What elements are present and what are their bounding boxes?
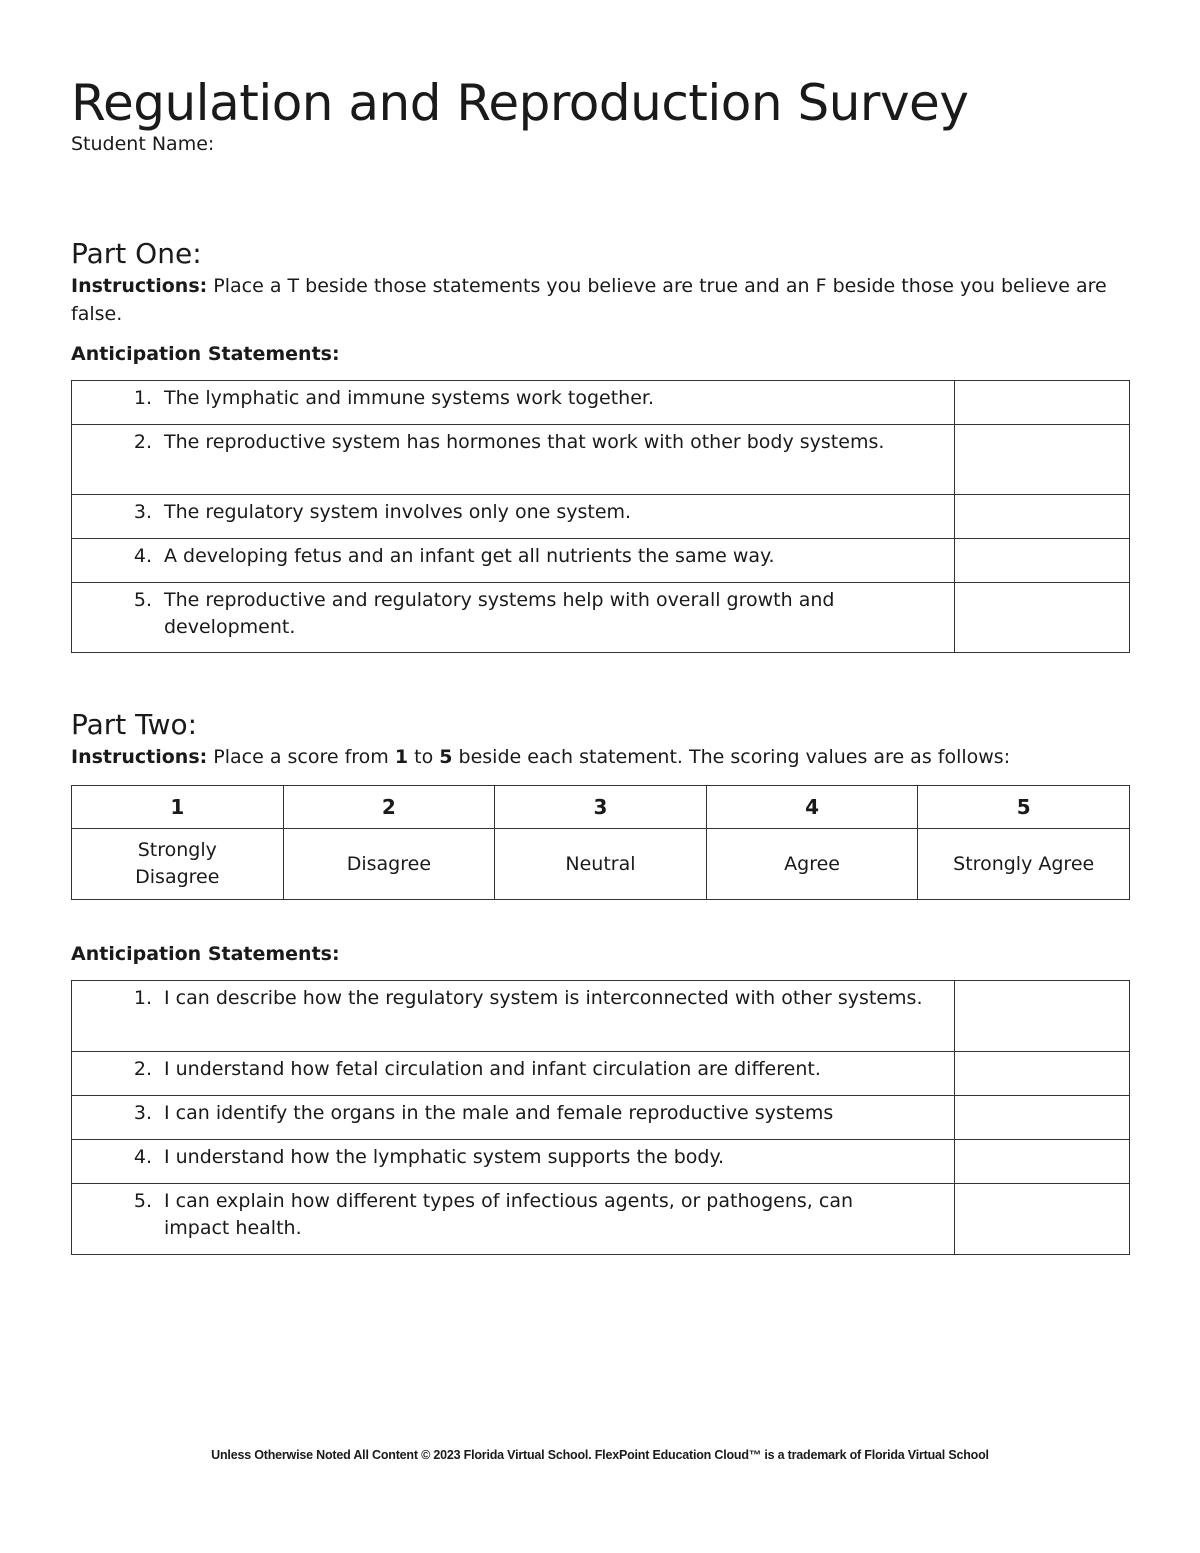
statement-text: I can explain how different types of infectious agents, or pathogens, can impact health. [164, 1190, 854, 1239]
answer-cell[interactable] [955, 425, 1130, 495]
answer-cell[interactable] [955, 1052, 1130, 1096]
scoring-scale-table [71, 785, 1130, 900]
part-one-instructions [71, 272, 1130, 328]
scale-label: Strongly Agree [918, 829, 1130, 900]
statement-number: 5. [133, 589, 152, 611]
table-row [72, 425, 1130, 495]
answer-cell[interactable] [955, 583, 1130, 653]
scale-label: Strongly Disagree [72, 829, 284, 900]
answer-cell[interactable] [955, 1140, 1130, 1184]
part-one-statements-table [71, 380, 1130, 653]
part-two-section [71, 707, 1130, 1255]
scale-score: 2 [283, 786, 495, 829]
scale-label-row [72, 829, 1130, 900]
answer-cell[interactable] [955, 495, 1130, 539]
statement-number: 1. [133, 987, 152, 1009]
scale-score: 3 [495, 786, 707, 829]
answer-cell[interactable] [955, 539, 1130, 583]
instructions-label: Instructions: [71, 746, 208, 768]
table-row [72, 539, 1130, 583]
statement-number: 4. [133, 1146, 152, 1168]
part-one-heading: Part One: [71, 237, 202, 270]
statement-text: I understand how fetal circulation and infant circulation are different. [164, 1058, 821, 1080]
answer-cell[interactable] [955, 981, 1130, 1052]
statement-number: 1. [133, 387, 152, 409]
statement-text: I can describe how the regulatory system is interconnected with other systems. [164, 987, 923, 1009]
answer-cell[interactable] [955, 1184, 1130, 1255]
statement-text: A developing fetus and an infant get all nutrients the same way. [164, 545, 775, 567]
scale-label: Neutral [495, 829, 707, 900]
statement-text: I can identify the organs in the male and female reproductive systems [164, 1102, 834, 1124]
table-row [72, 1140, 1130, 1184]
answer-cell[interactable] [955, 381, 1130, 425]
table-row [72, 981, 1130, 1052]
scale-score-row [72, 786, 1130, 829]
scale-label: Disagree [283, 829, 495, 900]
instructions-text: Place a T beside those statements you believe are true and an F beside those you believe are false. [71, 275, 1107, 325]
answer-cell[interactable] [955, 1096, 1130, 1140]
student-name-label: Student Name: [71, 133, 215, 155]
statement-text: The reproductive and regulatory systems help with overall growth and development. [164, 589, 835, 638]
statement-number: 3. [133, 501, 152, 523]
statement-number: 4. [133, 545, 152, 567]
part-one-section [71, 236, 1130, 653]
statement-number: 3. [133, 1102, 152, 1124]
instructions-label: Instructions: [71, 275, 208, 297]
score-min: 1 [394, 746, 409, 768]
table-row [72, 495, 1130, 539]
anticipation-statements-label: Anticipation Statements: [71, 343, 340, 365]
statement-number: 2. [133, 431, 152, 453]
scale-score: 5 [918, 786, 1130, 829]
scale-score: 4 [706, 786, 918, 829]
table-row [72, 1052, 1130, 1096]
table-row [72, 1096, 1130, 1140]
statement-text: The regulatory system involves only one system. [164, 501, 632, 523]
statement-number: 5. [133, 1190, 152, 1212]
table-row [72, 381, 1130, 425]
statement-number: 2. [133, 1058, 152, 1080]
scale-label: Agree [706, 829, 918, 900]
part-two-instructions: Instructions: Place a score from 1 to 5 beside each statement. The scoring values are as follows: [71, 746, 1011, 768]
score-max: 5 [439, 746, 453, 768]
document-page [71, 70, 1130, 1255]
page-title: Regulation and Reproduction Survey [71, 74, 969, 132]
part-two-statements-table [71, 980, 1130, 1255]
scale-score: 1 [72, 786, 284, 829]
copyright-footer: Unless Otherwise Noted All Content © 2023 Florida Virtual School. FlexPoint Education Cloud™ is a trademark of Florida Virtual School [211, 1448, 989, 1462]
statement-text: I understand how the lymphatic system supports the body. [164, 1146, 725, 1168]
table-row [72, 1184, 1130, 1255]
table-row [72, 583, 1130, 653]
statement-text: The reproductive system has hormones that work with other body systems. [164, 431, 885, 453]
part-two-heading: Part Two: [71, 708, 198, 741]
statement-text: The lymphatic and immune systems work together. [164, 387, 655, 409]
anticipation-statements-label: Anticipation Statements: [71, 943, 340, 965]
